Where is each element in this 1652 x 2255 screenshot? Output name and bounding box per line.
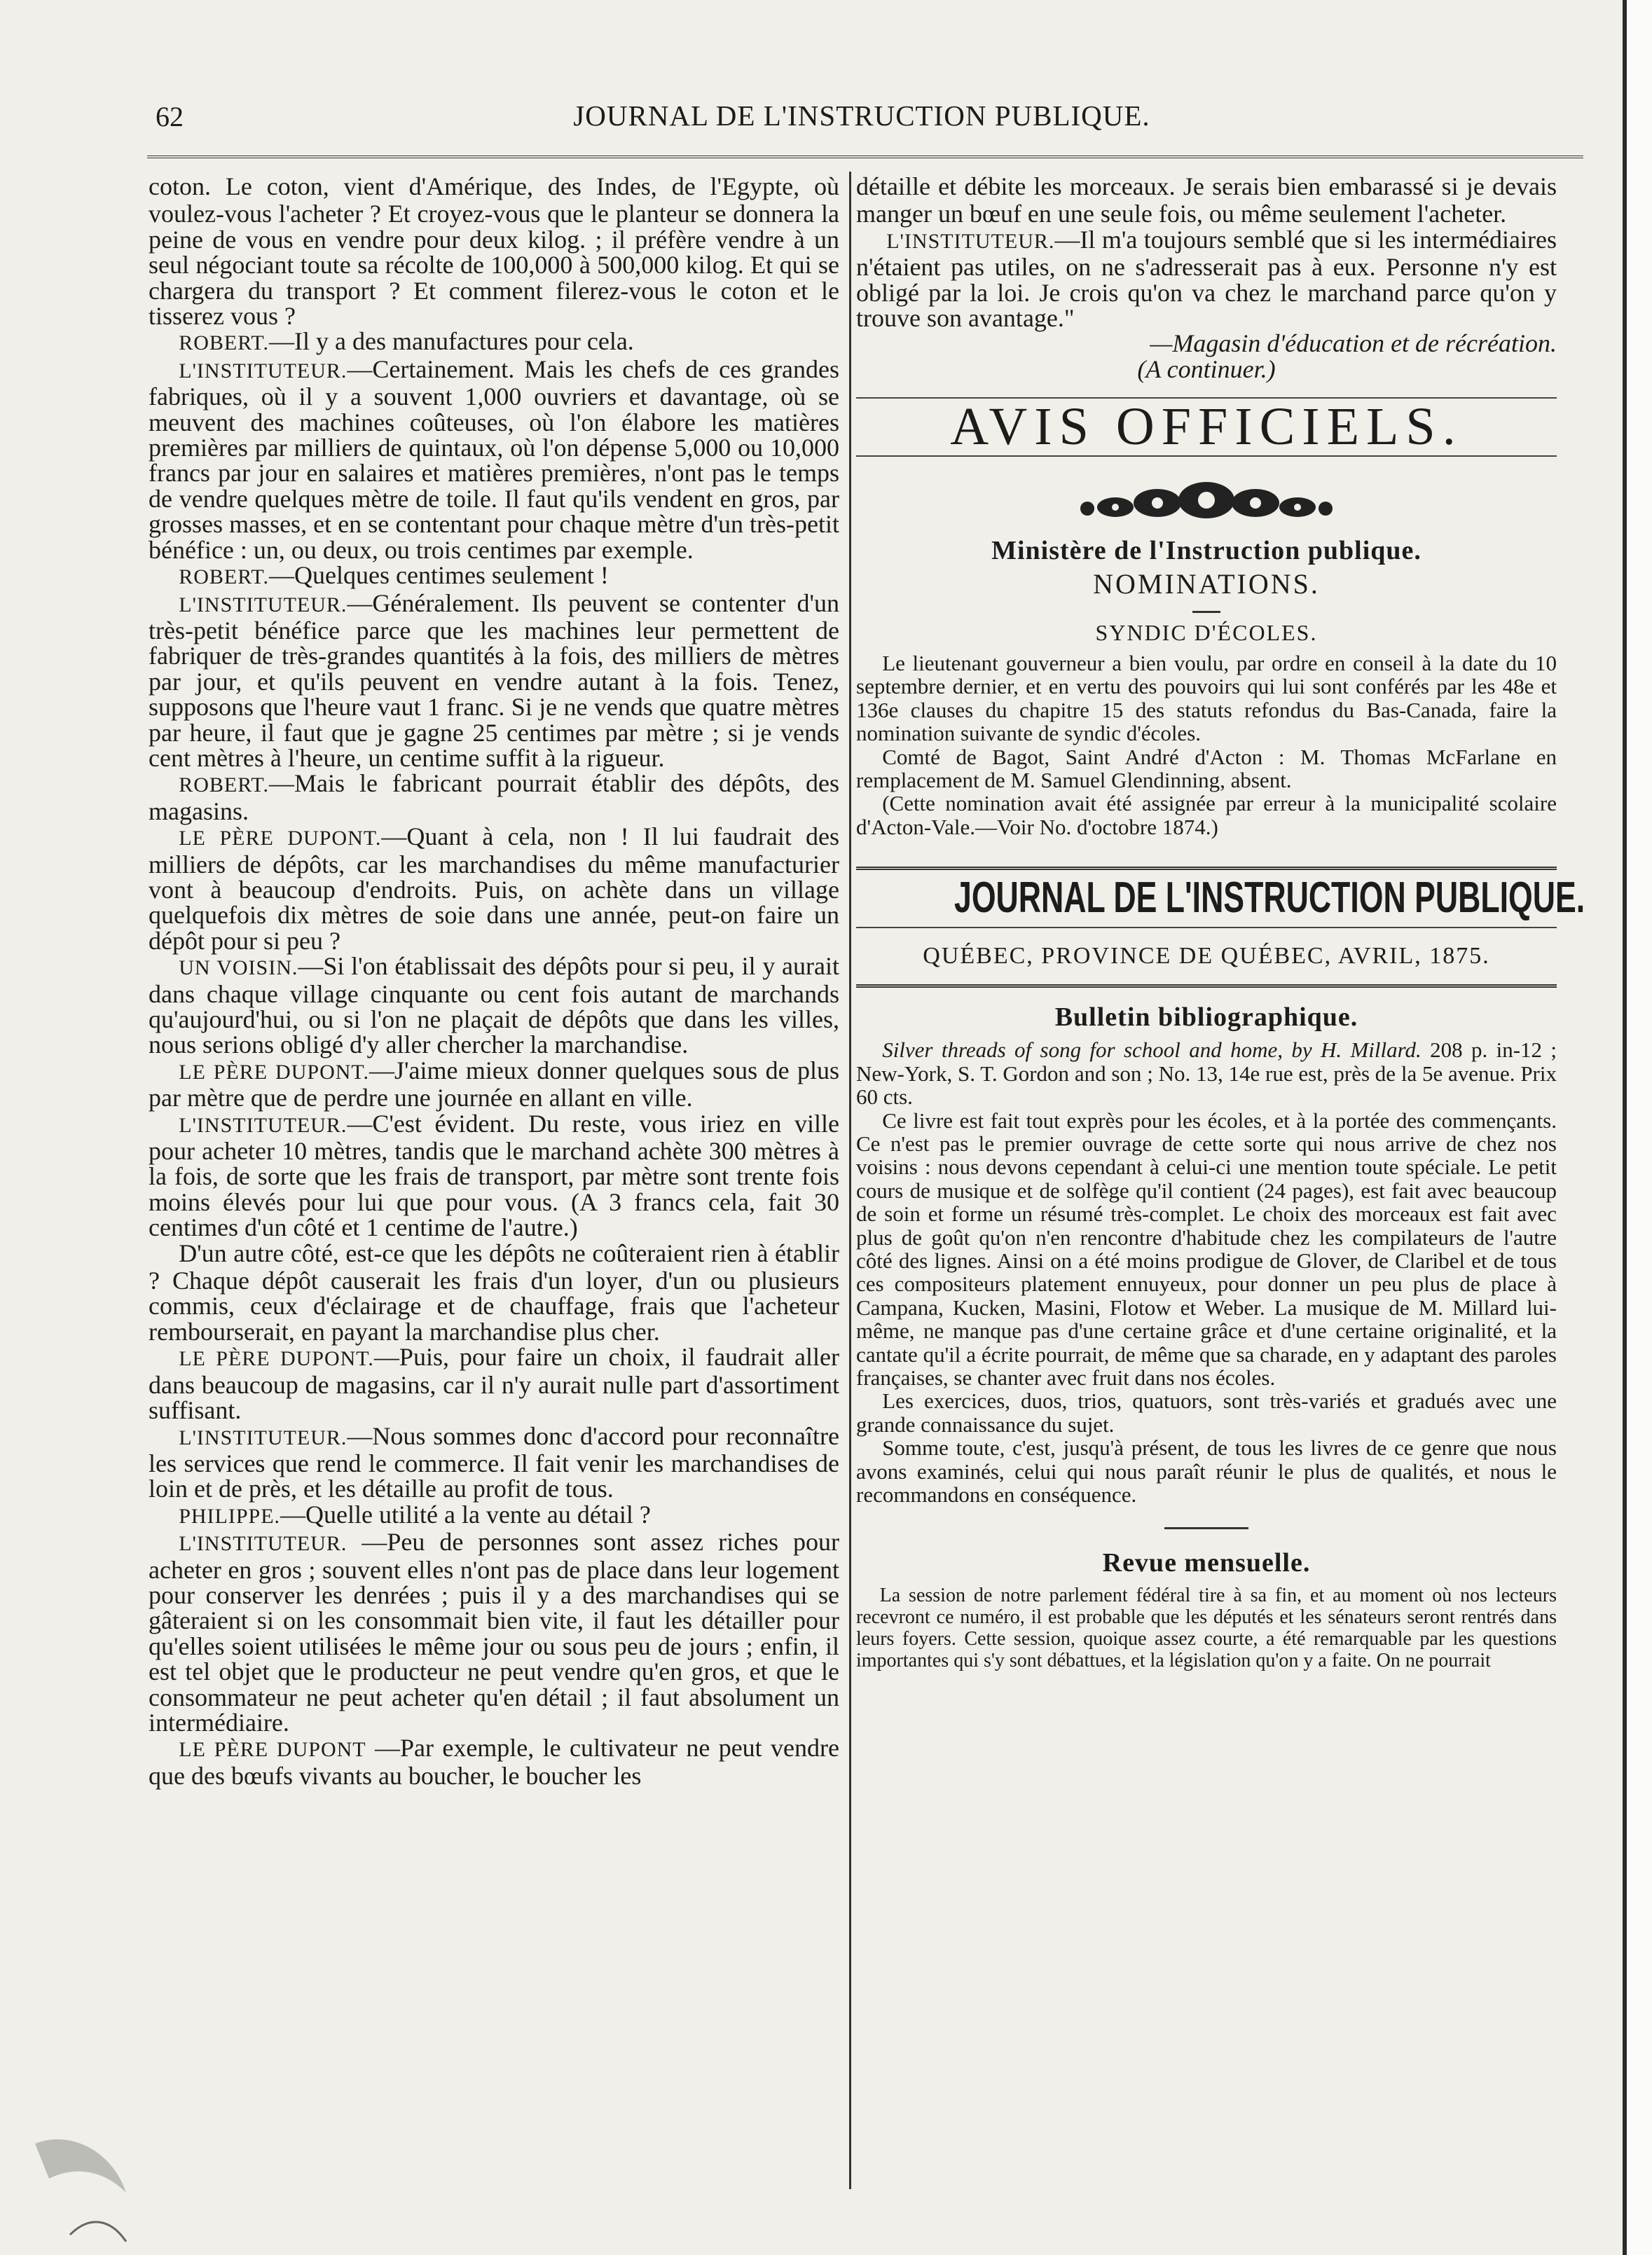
dialogue-paragraph: ROBERT.—Il y a des manufactures pour cela. [179, 327, 634, 356]
speaker-label: ROBERT. [179, 331, 270, 355]
bulletin-heading: Bulletin bibliographique. [1054, 1002, 1358, 1032]
speaker-label: L'INSTITUTEUR. [179, 593, 347, 616]
heading-dash [1192, 611, 1220, 613]
bulletin-citation: Silver threads of song for school and home, by H. Millard. 208 p. in-12 ; New-York, S. T. Gordon and son ; No. 13, 14e rue est, près de la 5e avenue. Prix 60 cts. [856, 1037, 1557, 1110]
journal-masthead: JOURNAL DE L'INSTRUCTION PUBLIQUE. [954, 874, 1585, 923]
dialogue-paragraph: LE PÈRE DUPONT —Par exemple, le cultivateur ne peut vendre que des bœufs vivants au boucher, le boucher les [149, 1734, 839, 1790]
section-rule [856, 867, 1557, 870]
nominations-heading: NOMINATIONS. [1093, 568, 1320, 600]
nomination-notice [856, 651, 1557, 839]
dialogue-paragraph: L'INSTITUTEUR.—Nous sommes donc d'accord pour reconnaître les services que rend le commerce. Il fait venir les marchandises de loin et de près, et les détaille au profit de tous. [149, 1421, 839, 1503]
speaker-label: LE PÈRE DUPONT. [179, 1060, 369, 1084]
speaker-label: LE PÈRE DUPONT [179, 1738, 366, 1762]
review-paragraph: Somme toute, c'est, jusqu'à présent, de tous les livres de ce genre que nous avons examinés, celui qui nous paraît réunir le plus de qualités, et nous le recommandons en conséquence. [856, 1435, 1557, 1508]
revue-heading: Revue mensuelle. [1102, 1548, 1311, 1578]
dialogue-paragraph: D'un autre côté, est-ce que les dépôts ne coûteraient rien à établir ? Chaque dépôt causerait les frais d'un loyer, d'un ou plusieurs commis, ceux d'éclairage et de chauffage, frais que l'acheteur rembourserait, en payant la marchandise plus cher. [149, 1239, 839, 1346]
notice-paragraph: Le lieutenant gouverneur a bien voulu, par ordre en conseil à la date du 10 septembre dernier, et en vertu des pouvoirs qui lui sont conférés par les 48e et 136e clauses du chapitre 15 des statuts refondus du Bas-Canada, faire la nomination suivante de syndic d'écoles. [856, 650, 1557, 746]
dialogue-paragraph: L'INSTITUTEUR.—Généralement. Ils peuvent se contenter d'un très-petit bénéfice parce que les machines leur permettent de fabriquer de très-grandes quantités à la fois, des milliers de mètres par jour, et qu'ils peuvent en vendre autant à la fois. Tenez, supposons que l'heure vaut 1 franc. Si je ne vends que quatre mètres par heure, il faut que je gagne 25 centimes par mètre ; si je vends cent mètres à l'heure, un centime suffit à la rigueur. [149, 588, 839, 772]
decorative-ornament-icon [1073, 472, 1340, 528]
left-column [149, 174, 839, 1788]
speaker-label: L'INSTITUTEUR. [179, 359, 347, 382]
dialogue-paragraph: détaille et débite les morceaux. Je serais bien embarassé si je devais manger un bœuf en une seule fois, ou même seulement l'acheter. [856, 172, 1557, 228]
review-paragraph: Ce livre est fait tout exprès pour les écoles, et à la portée des commençants. Ce n'est pas le premier ouvrage de cette sorte qui nous arrive de chez nos voisins : nous devons cependant à celui-ci une mention toute spéciale. Le petit cours de musique et de solfège qu'il contient (24 pages), est fait avec beaucoup de soin et forme un résumé très-complet. Le choix des morceaux est fait avec plus de goût qu'on n'en rencontre d'habitude chez les compilateurs de l'autre côté des lignes. Ainsi on a été moins prodigue de Glover, de Claribel et de tous ces compositeurs platement ennuyeux, pour donner un peu plus de place à Campana, Kucken, Masini, Flotow et Weber. La musique de M. Millard lui-même, ne manque pas d'une certaine grâce et d'une certaine originalité, et la cantate qu'il a écrite pourrait, de même que sa charade, en y adaptant des paroles françaises, se chanter avec fruit dans nos écoles. [856, 1108, 1557, 1391]
dialogue-paragraph: coton. Le coton, vient d'Amérique, des Indes, de l'Egypte, où voulez-vous l'acheter ? Et croyez-vous que le planteur se donnera la peine de vous en vendre pour deux kilog. ; il préfère vendre à un seul négociant toute sa récolte de 100,000 à 500,000 kilog. Et qui se chargera du transport ? Et comment filerez-vous le coton et le tisserez vous ? [149, 172, 839, 331]
header-rule [147, 156, 1583, 158]
running-title: JOURNAL DE L'INSTRUCTION PUBLIQUE. [573, 99, 1150, 132]
dialogue-paragraph: LE PÈRE DUPONT.—Quant à cela, non ! Il lui faudrait des milliers de dépôts, car les marchandises du même manufacturier vont à beaucoup d'endroits. Puis, on achète dans un village quelquefois dix mètres de soie dans une année, peut-on faire un dépôt pour si peu ? [149, 822, 839, 955]
revue-paragraph: La session de notre parlement fédéral tire à sa fin, et au moment où nos lecteurs recevront ce numéro, il est probable que les députés et les sénateurs seront rentrés dans leurs foyers. Cette session, quoique assez courte, a été remarquable par les questions importantes qui s'y sont débattues, et la législation qu'on y a faite. On ne pourrait [856, 1584, 1557, 1671]
running-header [140, 95, 1583, 144]
section-rule [856, 927, 1557, 928]
syndic-heading: SYNDIC D'ÉCOLES. [1095, 620, 1318, 646]
speaker-label: PHILIPPE. [179, 1504, 281, 1528]
to-be-continued: (A continuer.) [1137, 354, 1276, 383]
notice-paragraph: Comté de Bagot, Saint André d'Acton : M. Thomas McFarlane en remplacement de M. Samuel Glendinning, absent. [856, 744, 1557, 792]
book-title: Silver threads of song for school and home, by H. Millard. [882, 1037, 1422, 1063]
dialogue-paragraph: L'INSTITUTEUR.—Il m'a toujours semblé que si les intermédiaires n'étaient pas utiles, on ne s'adresserait pas à eux. Personne n'y est obligé par la loi. Je crois qu'on va chez le marchand parce qu'on y trouve son avantage." [856, 225, 1557, 333]
notice-paragraph: (Cette nomination avait été assignée par erreur à la municipalité scolaire d'Acton-Vale.—Voir No. d'octobre 1874.) [856, 791, 1557, 839]
right-column [856, 172, 1585, 1671]
section-rule [1164, 1527, 1248, 1529]
dialogue-paragraph: LE PÈRE DUPONT.—J'aime mieux donner quelques sous de plus par mètre que de perdre une journée en allant en ville. [149, 1056, 839, 1112]
speaker-label: L'INSTITUTEUR. [179, 1532, 347, 1556]
revue-text [856, 1585, 1557, 1671]
dialogue-paragraph: L'INSTITUTEUR. —Peu de personnes sont assez riches pour acheter en gros ; souvent elles n'ont pas de place dans leur logement pour conserver les denrées ; puis il y a des marchandises qui se gâteraient si on les consommait bien vite, il faut les détailler pour qu'elles soient utilisées le même jour ou sous peu de jours ; enfin, il est tel objet que le producteur ne peut vendre qu'en gros, et que le consommateur ne peut acheter qu'en détail ; il faut absolument un intermédiaire. [149, 1528, 839, 1737]
dialogue-paragraph: ROBERT.—Quelques centimes seulement ! [179, 561, 609, 590]
speaker-label: ROBERT. [179, 565, 270, 589]
dialogue-paragraph: UN VOISIN.—Si l'on établissait des dépôts pour si peu, il y aurait dans chaque village cinquante ou cent fois autant de marchands qu'aujourd'hui, ou si l'on ne plaçait de dépôts que dans les villes, nous serions obligé d'y aller chercher la marchandise. [149, 952, 840, 1059]
speaker-label: L'INSTITUTEUR. [886, 229, 1055, 253]
review-paragraph: Les exercices, duos, trios, quatuors, sont très-variés et gradués avec une grande connaissance du sujet. [856, 1388, 1557, 1437]
dialogue-paragraph: ROBERT.—Mais le fabricant pourrait établir des dépôts, des magasins. [149, 769, 839, 825]
column-divider [849, 172, 851, 2189]
page-edge [1623, 0, 1652, 2255]
speaker-label: L'INSTITUTEUR. [179, 1426, 347, 1449]
speaker-label: L'INSTITUTEUR. [179, 1113, 347, 1137]
section-rule [856, 984, 1557, 988]
speaker-label: UN VOISIN. [179, 956, 298, 980]
speaker-label: ROBERT. [179, 773, 270, 797]
page-curl-mark-icon [28, 2130, 133, 2242]
source-attribution: —Magasin d'éducation et de récréation. [1150, 329, 1557, 358]
dialogue-paragraph: PHILIPPE.—Quelle utilité a la vente au détail ? [179, 1500, 651, 1529]
ministry-heading: Ministère de l'Instruction publique. [991, 535, 1422, 565]
dialogue-paragraph: LE PÈRE DUPONT.—Puis, pour faire un choix, il faudrait aller dans beaucoup de magasins, car il n'y aurait nulle part d'assortiment suffisant. [149, 1343, 839, 1425]
page-number: 62 [156, 101, 184, 132]
speaker-label: LE PÈRE DUPONT. [179, 827, 382, 850]
avis-officiels-title: AVIS OFFICIELS. [950, 397, 1463, 457]
speaker-label: LE PÈRE DUPONT. [179, 1347, 374, 1371]
bulletin-review [856, 1038, 1557, 1506]
dialogue-paragraph: L'INSTITUTEUR.—C'est évident. Du reste, vous iriez en ville pour acheter 10 mètres, tandis que le marchand achète 300 mètres à la fois, de sorte que les frais de transport, par mètre sont trente fois moins élevés pour lui que pour vous. (A 3 francs cela, fait 30 centimes d'un côté et 1 centime de l'autre.) [149, 1109, 839, 1242]
dialogue-paragraph: L'INSTITUTEUR.—Certainement. Mais les chefs de ces grandes fabriques, où il y a souvent 1,000 ouvriers et davantage, où se meuvent des machines coûteuses, où l'on élabore les matières premières par milliers de quintaux, où l'on dépense 5,000 ou 10,000 francs par jour en salaires et matières premières, n'ont pas le temps de vendre quelques mètre de toile. Il faut qu'ils vendent en gros, par grosses masses, et en se contentant pour chaque mètre d'un très-petit bénéfice : un, ou deux, ou trois centimes par exemple. [149, 354, 839, 564]
dateline: QUÉBEC, PROVINCE DE QUÉBEC, AVRIL, 1875. [923, 942, 1490, 969]
